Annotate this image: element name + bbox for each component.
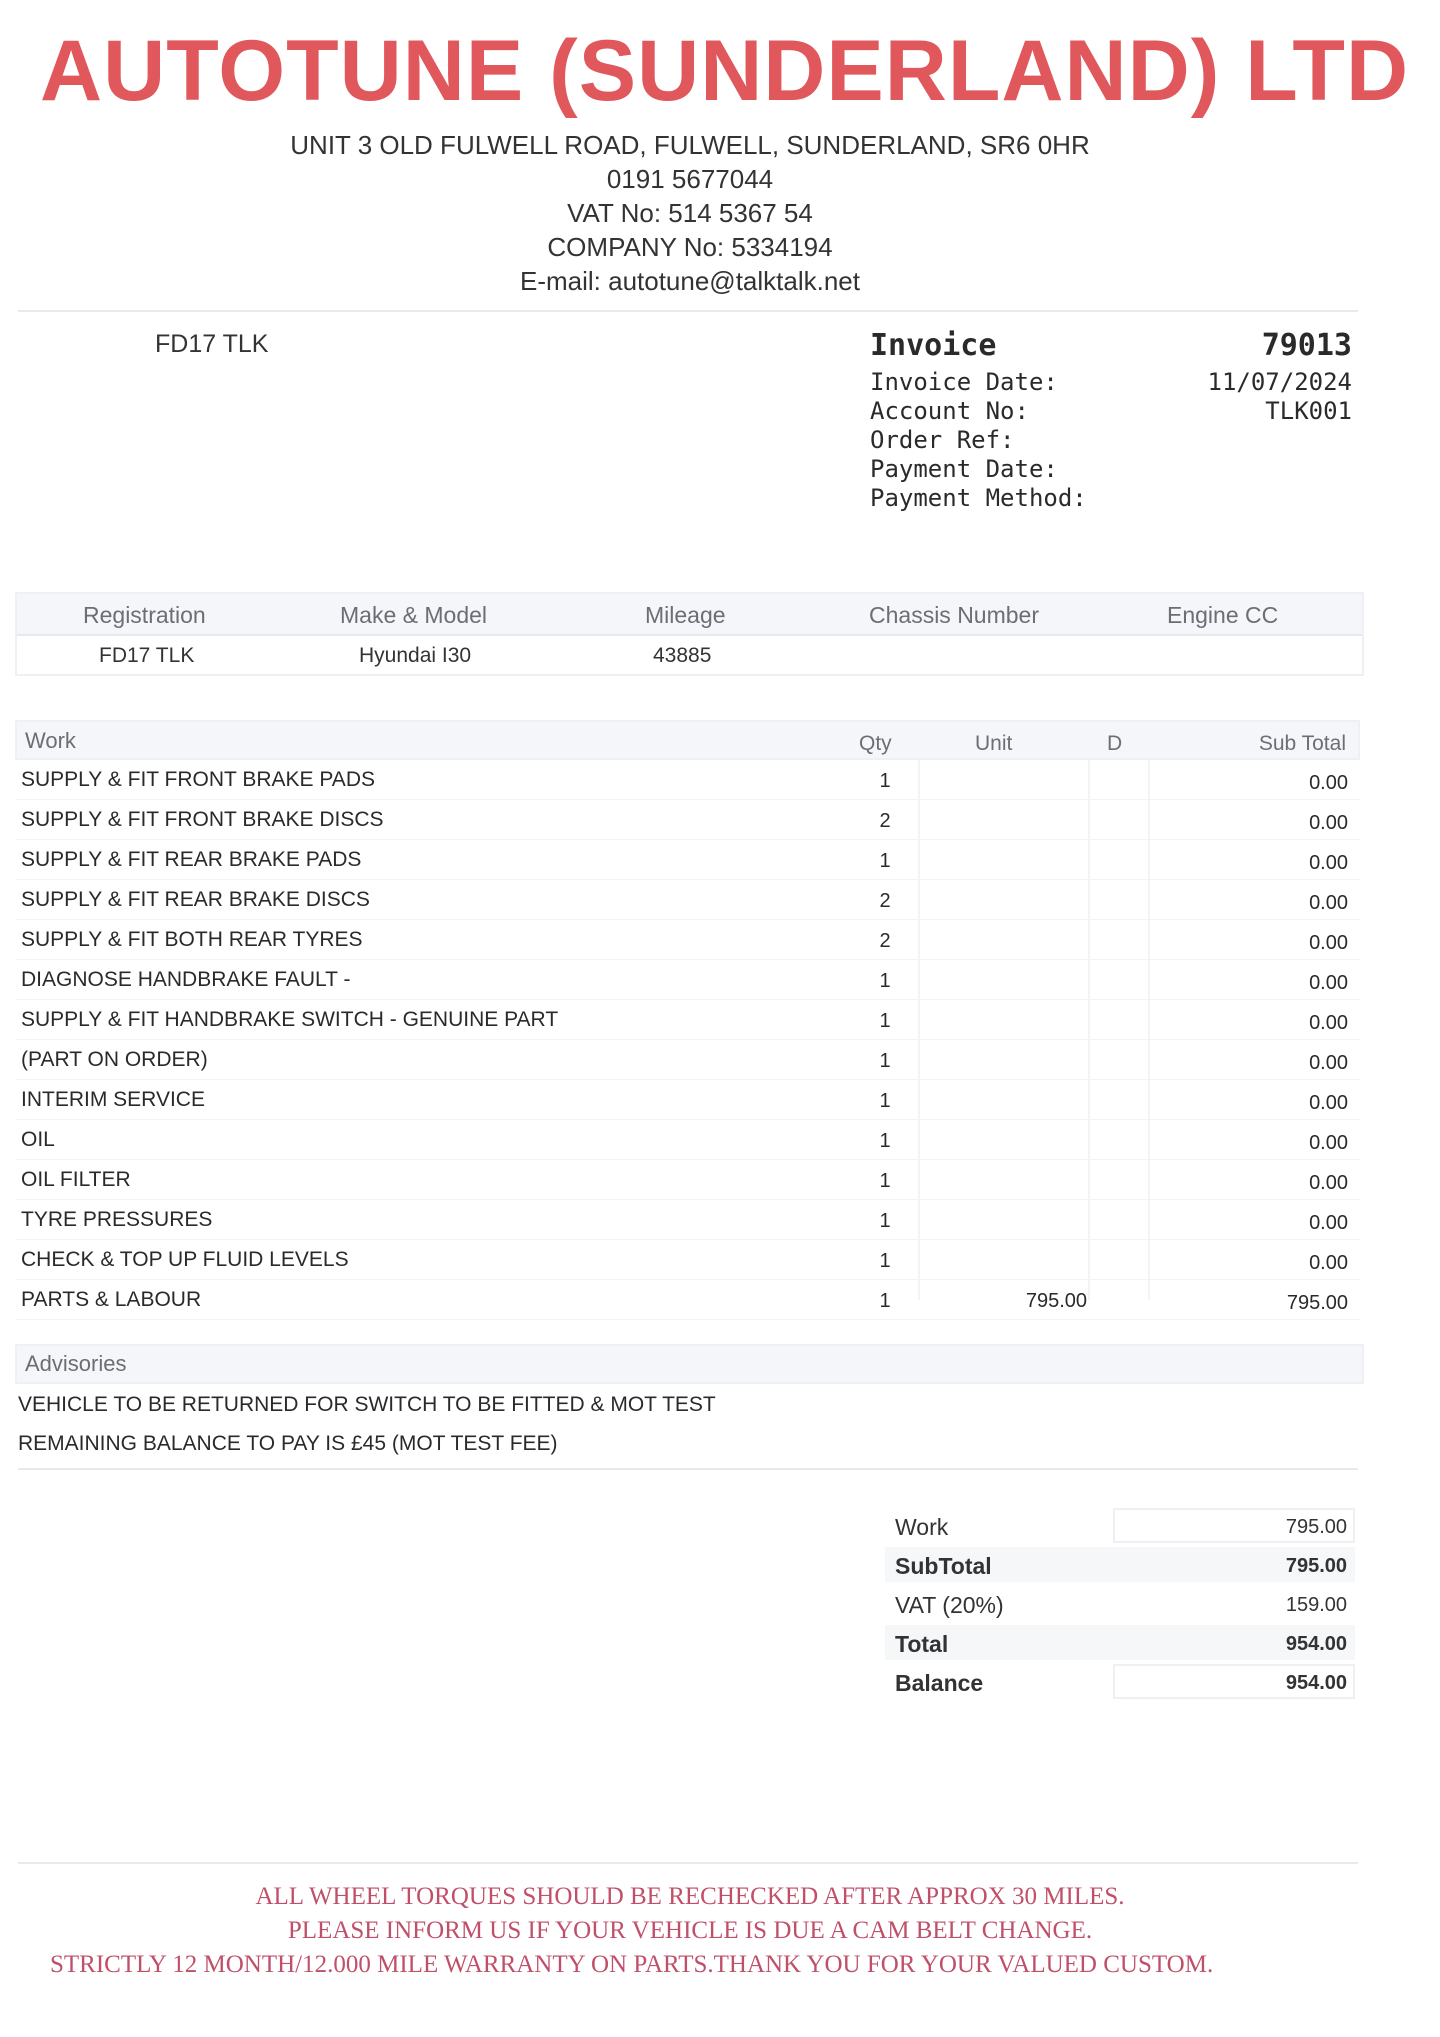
- company-number: COMPANY No: 5334194: [547, 232, 833, 262]
- totals-label: Work: [895, 1514, 949, 1540]
- work-subtotal: 0.00: [1309, 972, 1348, 994]
- advisories-label: Advisories: [25, 1351, 127, 1376]
- work-row: [15, 800, 1360, 840]
- work-subtotal: 0.00: [1309, 1252, 1348, 1274]
- divider: [18, 1468, 1358, 1470]
- work-row: [15, 1040, 1360, 1080]
- work-description: OIL: [21, 1128, 55, 1151]
- header-mileage: Mileage: [645, 602, 726, 628]
- invoice-field: [870, 426, 1352, 455]
- company-phone: 0191 5677044: [606, 164, 774, 194]
- work-subtotal: 0.00: [1309, 1052, 1348, 1074]
- vehicle-make-model: Hyundai I30: [359, 644, 472, 667]
- work-description: SUPPLY & FIT REAR BRAKE PADS: [21, 848, 362, 871]
- work-qty: 2: [879, 810, 891, 832]
- invoice-field: [870, 368, 1352, 397]
- totals-row-vat: [885, 1584, 1355, 1623]
- totals-label: SubTotal: [895, 1553, 992, 1579]
- work-unit: 795.00: [1025, 1290, 1087, 1312]
- work-qty: 1: [879, 1050, 891, 1072]
- work-qty: 1: [879, 1210, 891, 1232]
- vehicle-table-header: [17, 594, 1362, 636]
- header-registration: Registration: [83, 602, 206, 628]
- totals-row-work: [885, 1506, 1355, 1545]
- invoice-field-value: 11/07/2024: [1207, 368, 1352, 396]
- totals-table: [885, 1506, 1355, 1701]
- work-description: OIL FILTER: [21, 1168, 131, 1191]
- invoice-field: [870, 397, 1352, 426]
- invoice-field-label: Payment Date:: [870, 455, 1058, 483]
- work-qty: 2: [879, 890, 891, 912]
- work-qty: 1: [879, 1130, 891, 1152]
- work-qty: 1: [879, 970, 891, 992]
- header-unit: Unit: [975, 732, 1013, 755]
- invoice-details: [870, 328, 1352, 513]
- work-qty: 1: [879, 850, 891, 872]
- footer-line: PLEASE INFORM US IF YOUR VEHICLE IS DUE A CAM BELT CHANGE.: [287, 1917, 1093, 1944]
- invoice-field-label: Account No:: [870, 397, 1029, 425]
- vehicle-table: [15, 592, 1364, 676]
- work-row: [15, 840, 1360, 880]
- work-subtotal: 0.00: [1309, 772, 1348, 794]
- work-qty: 1: [879, 770, 891, 792]
- work-subtotal: 0.00: [1309, 1172, 1348, 1194]
- vehicle-mileage: 43885: [653, 644, 712, 667]
- work-description: SUPPLY & FIT FRONT BRAKE PADS: [21, 768, 375, 791]
- work-subtotal: 0.00: [1309, 892, 1348, 914]
- company-email: E-mail: autotune@talktalk.net: [519, 266, 860, 296]
- work-description: INTERIM SERVICE: [21, 1088, 205, 1111]
- company-name: AUTOTUNE (SUNDERLAND) LTD: [40, 23, 1410, 119]
- divider: [18, 1862, 1358, 1864]
- totals-row-total: [885, 1623, 1355, 1662]
- invoice-field-label: Order Ref:: [870, 426, 1015, 454]
- invoice-field: [870, 484, 1352, 513]
- work-subtotal: 0.00: [1309, 932, 1348, 954]
- work-row: [15, 1200, 1360, 1240]
- header-work: Work: [25, 728, 76, 753]
- totals-value: 795.00: [1285, 1516, 1347, 1538]
- work-qty: 1: [879, 1250, 891, 1272]
- work-description: PARTS & LABOUR: [21, 1288, 202, 1311]
- work-description: CHECK & TOP UP FLUID LEVELS: [21, 1248, 349, 1271]
- work-description: DIAGNOSE HANDBRAKE FAULT -: [21, 968, 351, 991]
- totals-value: 954.00: [1285, 1633, 1347, 1655]
- advisories-header: [15, 1344, 1364, 1384]
- work-subtotal: 0.00: [1309, 812, 1348, 834]
- footer-line: ALL WHEEL TORQUES SHOULD BE RECHECKED AFTER APPROX 30 MILES.: [255, 1883, 1125, 1910]
- company-details: [0, 128, 1380, 298]
- work-subtotal: 0.00: [1309, 852, 1348, 874]
- work-qty: 1: [879, 1170, 891, 1192]
- totals-value: 795.00: [1285, 1555, 1347, 1577]
- invoice-number: 79013: [1261, 328, 1352, 363]
- work-description: (PART ON ORDER): [21, 1048, 208, 1071]
- work-row: [15, 880, 1360, 920]
- advisory-line: VEHICLE TO BE RETURNED FOR SWITCH TO BE FITTED & MOT TEST: [18, 1393, 716, 1416]
- totals-label: VAT (20%): [895, 1592, 1004, 1618]
- header-engine-cc: Engine CC: [1167, 602, 1279, 628]
- work-description: TYRE PRESSURES: [21, 1208, 213, 1231]
- work-subtotal: 795.00: [1286, 1292, 1348, 1314]
- footer-line: STRICTLY 12 MONTH/12.000 MILE WARRANTY ON PARTS.THANK YOU FOR YOUR VALUED CUSTOM.: [50, 1951, 1214, 1978]
- header-sub-total: Sub Total: [1258, 732, 1346, 755]
- work-row: [15, 920, 1360, 960]
- footer-notes: [0, 1880, 1380, 1982]
- work-qty: 1: [879, 1010, 891, 1032]
- work-qty: 2: [879, 930, 891, 952]
- work-table: [15, 720, 1360, 1320]
- invoice-field-label: Payment Method:: [870, 484, 1087, 512]
- work-qty: 1: [879, 1290, 891, 1312]
- vehicle-registration: FD17 TLK: [99, 644, 195, 667]
- totals-row-balance: [885, 1662, 1355, 1701]
- work-row: [15, 1120, 1360, 1160]
- work-description: SUPPLY & FIT FRONT BRAKE DISCS: [21, 808, 384, 831]
- work-subtotal: 0.00: [1309, 1132, 1348, 1154]
- invoice-field-label: Invoice Date:: [870, 368, 1058, 396]
- work-row: [15, 1000, 1360, 1040]
- invoice-field: [870, 455, 1352, 484]
- company-address: UNIT 3 OLD FULWELL ROAD, FULWELL, SUNDERLAND, SR6 0HR: [290, 130, 1090, 160]
- work-table-header: [15, 720, 1360, 760]
- work-subtotal: 0.00: [1309, 1012, 1348, 1034]
- work-row: [15, 960, 1360, 1000]
- header-make-model: Make & Model: [340, 602, 488, 628]
- header-qty: Qty: [859, 732, 892, 755]
- work-description: SUPPLY & FIT REAR BRAKE DISCS: [21, 888, 370, 911]
- work-row: [15, 1080, 1360, 1120]
- work-qty: 1: [879, 1090, 891, 1112]
- totals-value: 159.00: [1285, 1594, 1347, 1616]
- work-subtotal: 0.00: [1309, 1212, 1348, 1234]
- work-description: SUPPLY & FIT HANDBRAKE SWITCH - GENUINE PART: [21, 1008, 559, 1031]
- work-row: [15, 1280, 1360, 1320]
- work-row: [15, 760, 1360, 800]
- invoice-title: Invoice: [870, 328, 997, 363]
- work-row: [15, 1240, 1360, 1280]
- work-description: SUPPLY & FIT BOTH REAR TYRES: [21, 928, 363, 951]
- invoice-field-value: TLK001: [1265, 397, 1352, 425]
- work-row: [15, 1160, 1360, 1200]
- header-d: D: [1107, 732, 1123, 755]
- work-subtotal: 0.00: [1309, 1092, 1348, 1114]
- totals-label: Balance: [895, 1670, 984, 1696]
- totals-value: 954.00: [1285, 1672, 1347, 1694]
- customer-reference: FD17 TLK: [155, 330, 269, 358]
- invoice-header: [870, 328, 1352, 368]
- advisory-line: REMAINING BALANCE TO PAY IS £45 (MOT TEST FEE): [18, 1432, 558, 1455]
- header-chassis-number: Chassis Number: [869, 602, 1039, 628]
- company-vat: VAT No: 514 5367 54: [567, 198, 813, 228]
- totals-label: Total: [895, 1631, 949, 1657]
- totals-row-subtotal: [885, 1545, 1355, 1584]
- divider: [18, 310, 1358, 312]
- vehicle-table-row: [17, 636, 1362, 674]
